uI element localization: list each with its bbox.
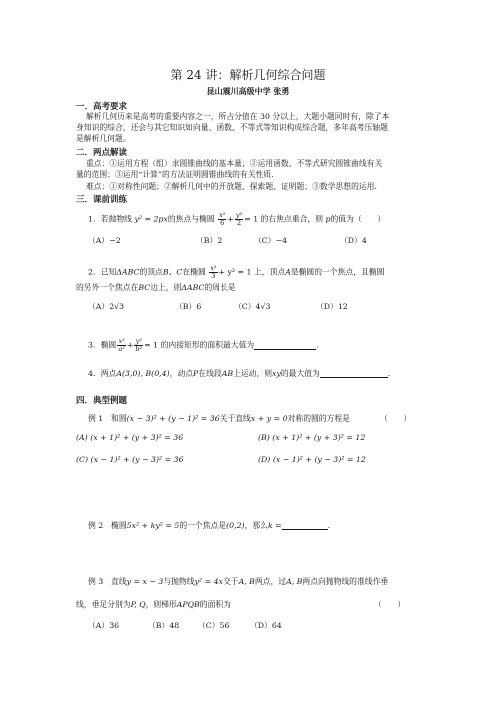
fraction: $\frac{\text{x²}}{\text{a²}}$ bbox=[118, 337, 125, 353]
choice-b: （B）48 bbox=[148, 621, 180, 630]
choice-c: (C) (x − 1)² + (y − 3)² = 36 bbox=[76, 455, 184, 464]
answer-blank[interactable] bbox=[254, 341, 316, 350]
section-heading-1: 一．高考要求 bbox=[76, 102, 128, 112]
choice-a: (A) (x + 1)² + (y + 3)² = 36 bbox=[76, 433, 184, 442]
fraction: $\frac{\text{y²}}{2}$ bbox=[235, 211, 243, 227]
paragraph-line: 难点：①对称性问题；②解析几何中的开放题、探索题、证明题；③数学思想的运用． bbox=[86, 182, 383, 191]
question-2: 2．已知ΔABC的顶点B、C在椭圆 $\frac{\text{x²}}{3}$ + y² = 1 上，顶点A是椭圆的一个焦点，且椭圆 bbox=[88, 264, 385, 280]
choice-b: (B) (x + 1)² + (y + 3)² = 12 bbox=[258, 433, 366, 442]
paragraph-line: 身知识的综合，还会与其它知识如向量、函数、不等式等知识构成综合题，多年高考压轴题 bbox=[76, 123, 388, 132]
section-heading-3: 三．课前训练 bbox=[76, 195, 128, 205]
fraction: $\frac{\text{y²}}{\text{b²}}$ bbox=[135, 337, 143, 353]
paragraph-line: 解析几何历来是高考的重要内容之一，所占分值在 30 分以上，大题小题同时有，除了本 bbox=[86, 112, 390, 121]
question-3: 3．椭圆 $\frac{\text{x²}}{\text{a²}}$ + $\frac{\text{y²}}{\text{b²}}$ = 1 的内接矩形的面积最大值为 . bbox=[88, 337, 319, 353]
choice-d: （D）12 bbox=[316, 302, 348, 311]
answer-paren: （ ） bbox=[380, 414, 412, 423]
choice-c: （C）4√3 bbox=[234, 302, 271, 311]
paragraph-line: 量的范围；③运用“计算”的方法证明圆锥曲线的有关性质． bbox=[76, 170, 279, 179]
answer-blank[interactable] bbox=[282, 521, 328, 530]
author-line: 昆山震川高级中学 张勇 bbox=[206, 87, 290, 96]
section-heading-2: 二．两点解读 bbox=[76, 148, 128, 158]
paragraph-line: 重点：①运用方程（组）求圆锥曲线的基本量；②运用函数、不等式研究圆锥曲线有关 bbox=[86, 159, 383, 168]
choice-a: （A）−2 bbox=[88, 236, 121, 245]
answer-blank[interactable] bbox=[320, 369, 388, 378]
page-title: 第 24 讲：解析几何综合问题 bbox=[170, 68, 326, 82]
example-3: 例 3 直线y = x − 3与抛物线y² = 4x交于A, B两点，过A, B两点向抛物线的准线作垂 bbox=[88, 577, 389, 586]
choice-b: （B）6 bbox=[175, 302, 202, 311]
choice-d: (D) (x − 1)² + (y − 3)² = 12 bbox=[258, 455, 366, 464]
example-3-line-2: 线，垂足分别为P, Q，则梯形APQB的面积为 bbox=[76, 600, 231, 609]
choice-a: （A）36 bbox=[88, 621, 120, 630]
answer-paren: （ ） bbox=[374, 600, 406, 609]
example-2: 例 2 椭圆5x² + ky² = 5的一个焦点是(0,2)，那么k = . bbox=[88, 521, 331, 530]
choice-a: （A）2√3 bbox=[88, 302, 125, 311]
question-4: 4．两点A(3,0), B(0,4)，动点P在线段AB上运动，则xy的最大值为 . bbox=[88, 369, 391, 378]
question-1: 1．若抛物线 y² = 2px的焦点与椭圆 $\frac{\text{x²}}{6}$ + $\frac{\text{y²}}{2}$ = 1 的右焦点重合，则 p的值为（ ） bbox=[88, 211, 386, 227]
fraction: $\frac{\text{x²}}{6}$ bbox=[219, 211, 226, 227]
question-2-line-2: 的另外一个焦点在BC边上，则ΔABC的周长是 bbox=[76, 283, 236, 292]
choice-c: （C）−4 bbox=[254, 236, 288, 245]
choice-b: （B）2 bbox=[196, 236, 223, 245]
section-heading-4: 四．典型例题 bbox=[76, 396, 128, 406]
paragraph-line: 是解析几何题。 bbox=[76, 134, 131, 143]
choice-c: （C）56 bbox=[198, 621, 230, 630]
choice-d: （D）4 bbox=[340, 236, 367, 245]
choice-d: （D）64 bbox=[250, 621, 282, 630]
fraction: $\frac{\text{x²}}{3}$ bbox=[210, 264, 217, 280]
example-1: 例 1 和圆(x − 3)² + (y − 1)² = 36关于直线x + y = 0对称的圆的方程是 bbox=[88, 414, 350, 423]
